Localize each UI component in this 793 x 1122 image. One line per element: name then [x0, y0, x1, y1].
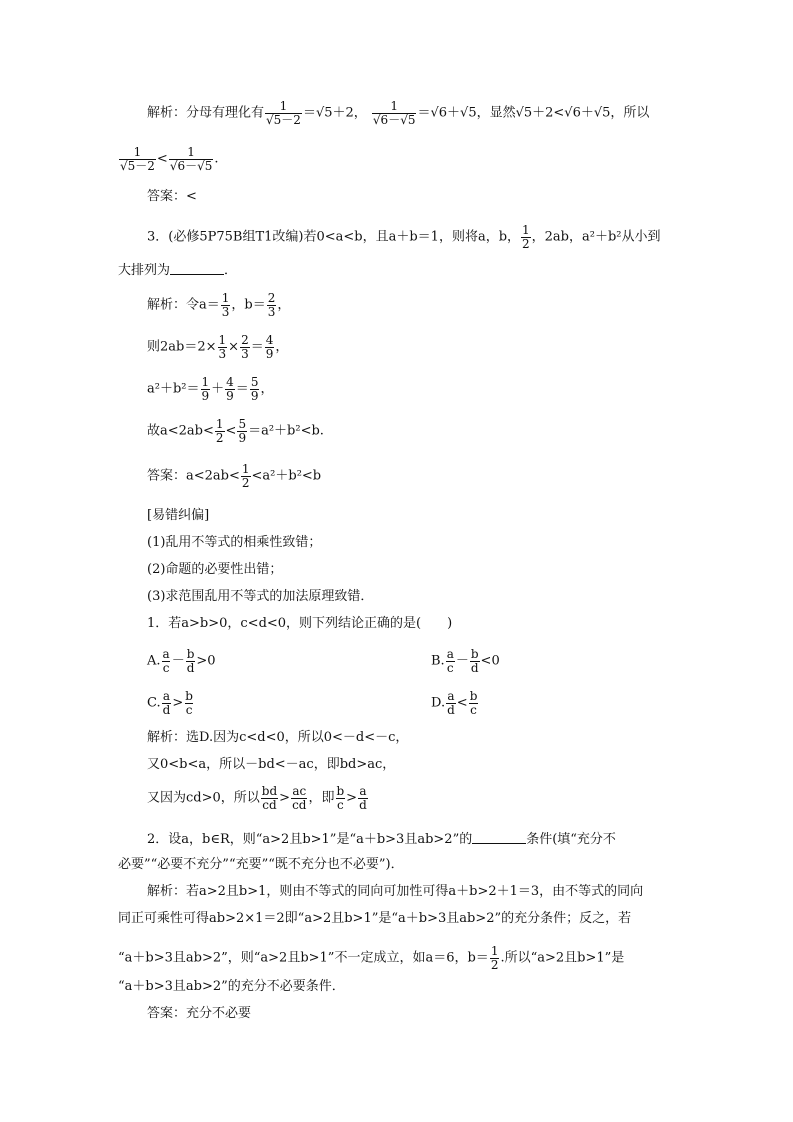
- fraction: [162, 648, 171, 674]
- fraction: [162, 690, 172, 716]
- analysis-line: [118, 945, 624, 971]
- text: ×: [228, 339, 240, 355]
- analysis-line: 同正可乘性可得ab>2×1＝2即“a>2且b>1”是“a＋b>3且ab>2”的充分条件；反之，若: [118, 911, 632, 926]
- denominator: d: [470, 660, 479, 675]
- text: ＝√6＋√5，显然√5＋2<√6＋√5，所以: [417, 105, 650, 121]
- text: >: [346, 790, 358, 806]
- text: 解析：令a＝: [147, 297, 220, 313]
- numerator: 4: [226, 375, 234, 389]
- numerator: a: [359, 784, 367, 798]
- option-a: [147, 648, 216, 674]
- denominator: √6－√5: [372, 112, 416, 127]
- option-label: A.: [147, 653, 161, 669]
- text: ，: [260, 381, 274, 397]
- fraction: [470, 648, 480, 674]
- fraction: [215, 418, 225, 444]
- denominator: 3: [267, 304, 276, 319]
- fraction: [218, 334, 228, 360]
- numerator: b: [185, 689, 193, 703]
- text: <: [456, 695, 468, 711]
- text: ，b＝: [231, 297, 266, 313]
- numerator: 1: [133, 145, 142, 159]
- text: ，: [275, 339, 289, 355]
- answer-line: [147, 463, 321, 489]
- answer-line: 答案：<: [147, 189, 197, 204]
- text: .所以“a>2且b>1”是: [500, 950, 625, 966]
- denominator: cd: [262, 797, 277, 812]
- error-item: (3)求范围乱用不等式的加法原理致错．: [147, 589, 374, 604]
- denominator: 2: [522, 236, 530, 251]
- analysis-line: “a＋b>3且ab>2”的充分不必要条件．: [118, 979, 345, 994]
- analysis-line: [147, 292, 290, 318]
- answer-line: 答案：充分不必要: [147, 1006, 252, 1021]
- denominator: 9: [265, 346, 274, 361]
- text: ＝: [250, 339, 264, 355]
- denominator: 2: [490, 957, 499, 972]
- text: ，2ab，a²＋b²从小到: [531, 229, 661, 245]
- numerator: 1: [279, 99, 288, 113]
- denominator: √5－2: [266, 112, 301, 127]
- text: 解析：分母有理化有: [147, 105, 265, 121]
- numerator: a: [162, 689, 171, 703]
- text: ＋: [211, 381, 225, 397]
- text: .: [214, 151, 219, 167]
- fraction: [446, 690, 456, 716]
- numerator: 1: [490, 944, 499, 958]
- denominator: 2: [241, 475, 250, 490]
- denominator: c: [336, 797, 344, 812]
- denominator: 9: [238, 430, 247, 445]
- fraction: [119, 146, 156, 172]
- text: 2．设a，b∈R，则“a>2且b>1”是“a＋b>3且ab>2”的: [147, 832, 473, 847]
- text: <0: [480, 653, 500, 669]
- denominator: cd: [292, 797, 307, 812]
- fraction: [250, 376, 260, 402]
- denominator: 9: [226, 388, 234, 403]
- numerator: a: [446, 647, 454, 661]
- text: 又因为cd>0，所以: [147, 790, 260, 806]
- error-item: (2)命题的必要性出错；: [147, 562, 283, 577]
- numerator: a: [162, 647, 170, 661]
- text: 则2ab＝2×: [147, 339, 217, 355]
- numerator: 1: [187, 145, 195, 159]
- fraction: [184, 690, 194, 716]
- fraction: [225, 376, 235, 402]
- numerator: a: [447, 689, 455, 703]
- fraction: [521, 224, 531, 250]
- text: >: [279, 790, 291, 806]
- numerator: 1: [241, 462, 250, 476]
- denominator: c: [185, 702, 193, 717]
- fraction: [469, 690, 479, 716]
- fraction: [358, 785, 368, 811]
- numerator: 1: [390, 99, 399, 113]
- denominator: 3: [241, 346, 249, 361]
- question-2-stem-cont: 必要”“必要不充分”“充要”“既不充分也不必要”)．: [118, 857, 404, 872]
- text: <: [225, 423, 237, 439]
- denominator: 9: [250, 388, 259, 403]
- text: ＝a²＋b²<b.: [248, 423, 324, 439]
- fraction: [237, 418, 247, 444]
- denominator: 2: [215, 430, 224, 445]
- fraction: [241, 463, 251, 489]
- question-3-stem-cont: [118, 262, 237, 277]
- text: >: [172, 695, 184, 711]
- fraction: [240, 334, 250, 360]
- option-label: C.: [147, 695, 161, 711]
- numerator: 5: [250, 375, 259, 389]
- numerator: 2: [267, 291, 276, 305]
- denominator: √5－2: [120, 158, 155, 173]
- text: 大排列为: [118, 263, 171, 278]
- text: a²＋b²＝: [147, 381, 200, 397]
- fraction: [291, 785, 307, 811]
- denominator: 9: [201, 388, 210, 403]
- denominator: d: [162, 702, 171, 717]
- denominator: c: [162, 660, 170, 675]
- text: <a²＋b²<b: [251, 468, 322, 484]
- numerator: b: [186, 647, 195, 661]
- text: －: [455, 653, 469, 669]
- fraction: [372, 100, 417, 126]
- text: 故a<2ab<: [147, 423, 214, 439]
- fraction: [335, 785, 345, 811]
- analysis-line: [147, 376, 273, 402]
- question-3-stem: [147, 224, 661, 250]
- analysis-line: 解析：若a>2且b>1，则由不等式的同向可加性可得a＋b>2＋1＝3，由不等式的同向: [147, 884, 644, 899]
- option-label: B.: [431, 653, 445, 669]
- fraction: [169, 146, 214, 172]
- denominator: d: [359, 797, 367, 812]
- fraction: [261, 785, 278, 811]
- denominator: 3: [218, 346, 227, 361]
- numerator: 1: [215, 417, 224, 431]
- denominator: d: [186, 660, 195, 675]
- text: “a＋b>3且ab>2”，则“a>2且b>1”不一定成立，如a＝6，b＝: [118, 950, 489, 966]
- analysis-line: 解析：选D.因为c<d<0，所以0<－d<－c，: [147, 730, 409, 745]
- question-2-stem: [147, 831, 616, 846]
- text: ．: [224, 263, 238, 278]
- section-heading: [易错纠偏]: [147, 508, 210, 523]
- numerator: 5: [238, 417, 247, 431]
- answer-blank: [472, 831, 526, 844]
- text: ＝√5＋2，: [302, 105, 367, 121]
- denominator: c: [470, 702, 477, 717]
- denominator: √6－√5: [169, 158, 213, 173]
- analysis-line: [147, 100, 649, 126]
- option-d: [431, 690, 479, 716]
- text: 条件(填“充分不: [526, 832, 616, 847]
- fraction: [186, 648, 196, 674]
- denominator: 3: [221, 304, 230, 319]
- fraction: [265, 100, 302, 126]
- text: >0: [196, 653, 216, 669]
- text: －: [171, 653, 185, 669]
- numerator: 1: [201, 375, 210, 389]
- answer-blank: [170, 262, 224, 275]
- analysis-line: [147, 418, 324, 444]
- error-item: (1)乱用不等式的相乘性致错；: [147, 535, 322, 550]
- fraction: [490, 945, 500, 971]
- text: 3．(必修5P75B组T1改编)若0<a<b，且a＋b＝1，则将a，b，: [147, 229, 521, 245]
- numerator: bd: [261, 784, 278, 798]
- analysis-line: 又0<b<a，所以－bd<－ac，即bd>ac，: [147, 757, 396, 772]
- fraction: [221, 292, 231, 318]
- numerator: 4: [265, 333, 274, 347]
- question-1-stem: 1．若a>b>0，c<d<0，则下列结论正确的是( ): [147, 616, 453, 631]
- fraction: [446, 648, 455, 674]
- numerator: ac: [292, 784, 307, 798]
- option-label: D.: [431, 695, 446, 711]
- numerator: 1: [221, 291, 230, 305]
- analysis-line: [118, 146, 219, 172]
- fraction: [265, 334, 275, 360]
- numerator: b: [336, 784, 345, 798]
- denominator: c: [446, 660, 454, 675]
- option-c: [147, 690, 195, 716]
- numerator: b: [469, 689, 478, 703]
- numerator: b: [470, 647, 479, 661]
- analysis-line: [147, 334, 288, 360]
- numerator: 1: [218, 333, 227, 347]
- denominator: d: [447, 702, 455, 717]
- fraction: [267, 292, 277, 318]
- numerator: 2: [241, 333, 249, 347]
- text: ，即: [308, 790, 335, 806]
- analysis-line: [147, 785, 369, 811]
- fraction: [201, 376, 211, 402]
- option-b: [431, 648, 500, 674]
- numerator: 1: [522, 223, 530, 237]
- text: <: [156, 151, 168, 167]
- text: ＝: [235, 381, 249, 397]
- text: ，: [277, 297, 291, 313]
- text: 答案：a<2ab<: [147, 468, 240, 484]
